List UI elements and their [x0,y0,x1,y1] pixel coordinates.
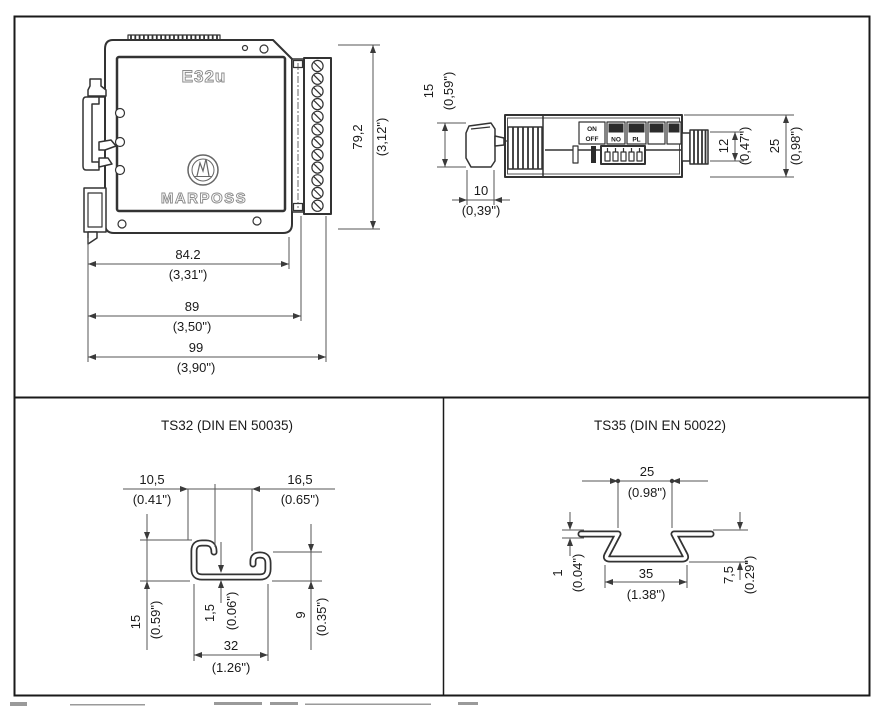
dim-conn-h-mm: 12 [716,138,731,154]
ts32-dim-w-in: (1.26") [211,660,251,675]
dim-w2-in: (3,50") [172,319,212,334]
dim-height-mm: 79,2 [350,124,365,150]
caption-cutoff [10,702,478,706]
terminal-block [292,58,331,214]
ts32-title: TS32 (DIN EN 50035) [160,418,294,433]
ts35-dim-h-in: (0.29") [742,555,757,595]
ts32-dim-h-in: (0.59") [148,600,163,640]
ts32-dim-h-mm: 15 [128,614,143,630]
ts32-dim-lip-in: (0.35") [314,597,329,637]
dim-w1-mm: 84.2 [175,247,201,262]
label-on: ON [587,126,597,133]
dim-body-h-mm: 25 [767,138,782,154]
label-off: OFF [585,136,599,143]
dim-conn-h-in: (0,47") [737,126,752,166]
dim-clip-w-mm: 10 [473,183,489,198]
dim-clip-w-in: (0,39") [461,203,501,218]
ts35-dim-h-mm: 7,5 [721,565,736,585]
ts32-dim-t-mm: 1,5 [202,603,217,623]
dim-w3-mm: 99 [188,340,204,355]
ts35-dim-bottom-mm: 35 [638,566,654,581]
ts32-dim-b-mm: 16,5 [287,472,313,487]
label-no: NO [611,136,621,144]
dim-w1-in: (3,31") [168,267,208,282]
label-pl: PL [632,136,641,144]
ts35-dim-bottom-in: (1.38") [626,587,666,602]
dim-body-h-in: (0,98") [788,126,803,166]
ts32-dim-lip-mm: 9 [293,611,308,619]
brand-label: MARPOSS [160,190,248,207]
dim-clip-h-in: (0,59") [441,71,456,111]
ts35-title: TS35 (DIN EN 50022) [593,418,727,433]
dim-clip-h-mm: 15 [421,83,436,99]
device-label: E32u [181,67,227,86]
ts32-dim-w-mm: 32 [223,638,239,653]
marposs-logo-icon [188,155,218,185]
dim-height-in: (3,12") [374,117,389,157]
ts32-dim-a-in: (0.41") [132,492,172,507]
dim-w2-mm: 89 [184,299,200,314]
ts32-dim-a-mm: 10,5 [139,472,165,487]
right-connector [682,130,708,164]
left-ribs [508,127,542,169]
ts35-dim-top-mm: 25 [639,464,655,479]
ts32-dim-t-in: (0.06") [224,591,239,631]
ts35-dim-top-in: (0.98") [627,485,667,500]
ts35-dim-t-in: (0.04") [570,553,585,593]
dim-w3-in: (3,90") [176,360,216,375]
ts35-dim-t-mm: 1 [550,569,565,577]
ts32-dim-b-in: (0.65") [280,492,320,507]
